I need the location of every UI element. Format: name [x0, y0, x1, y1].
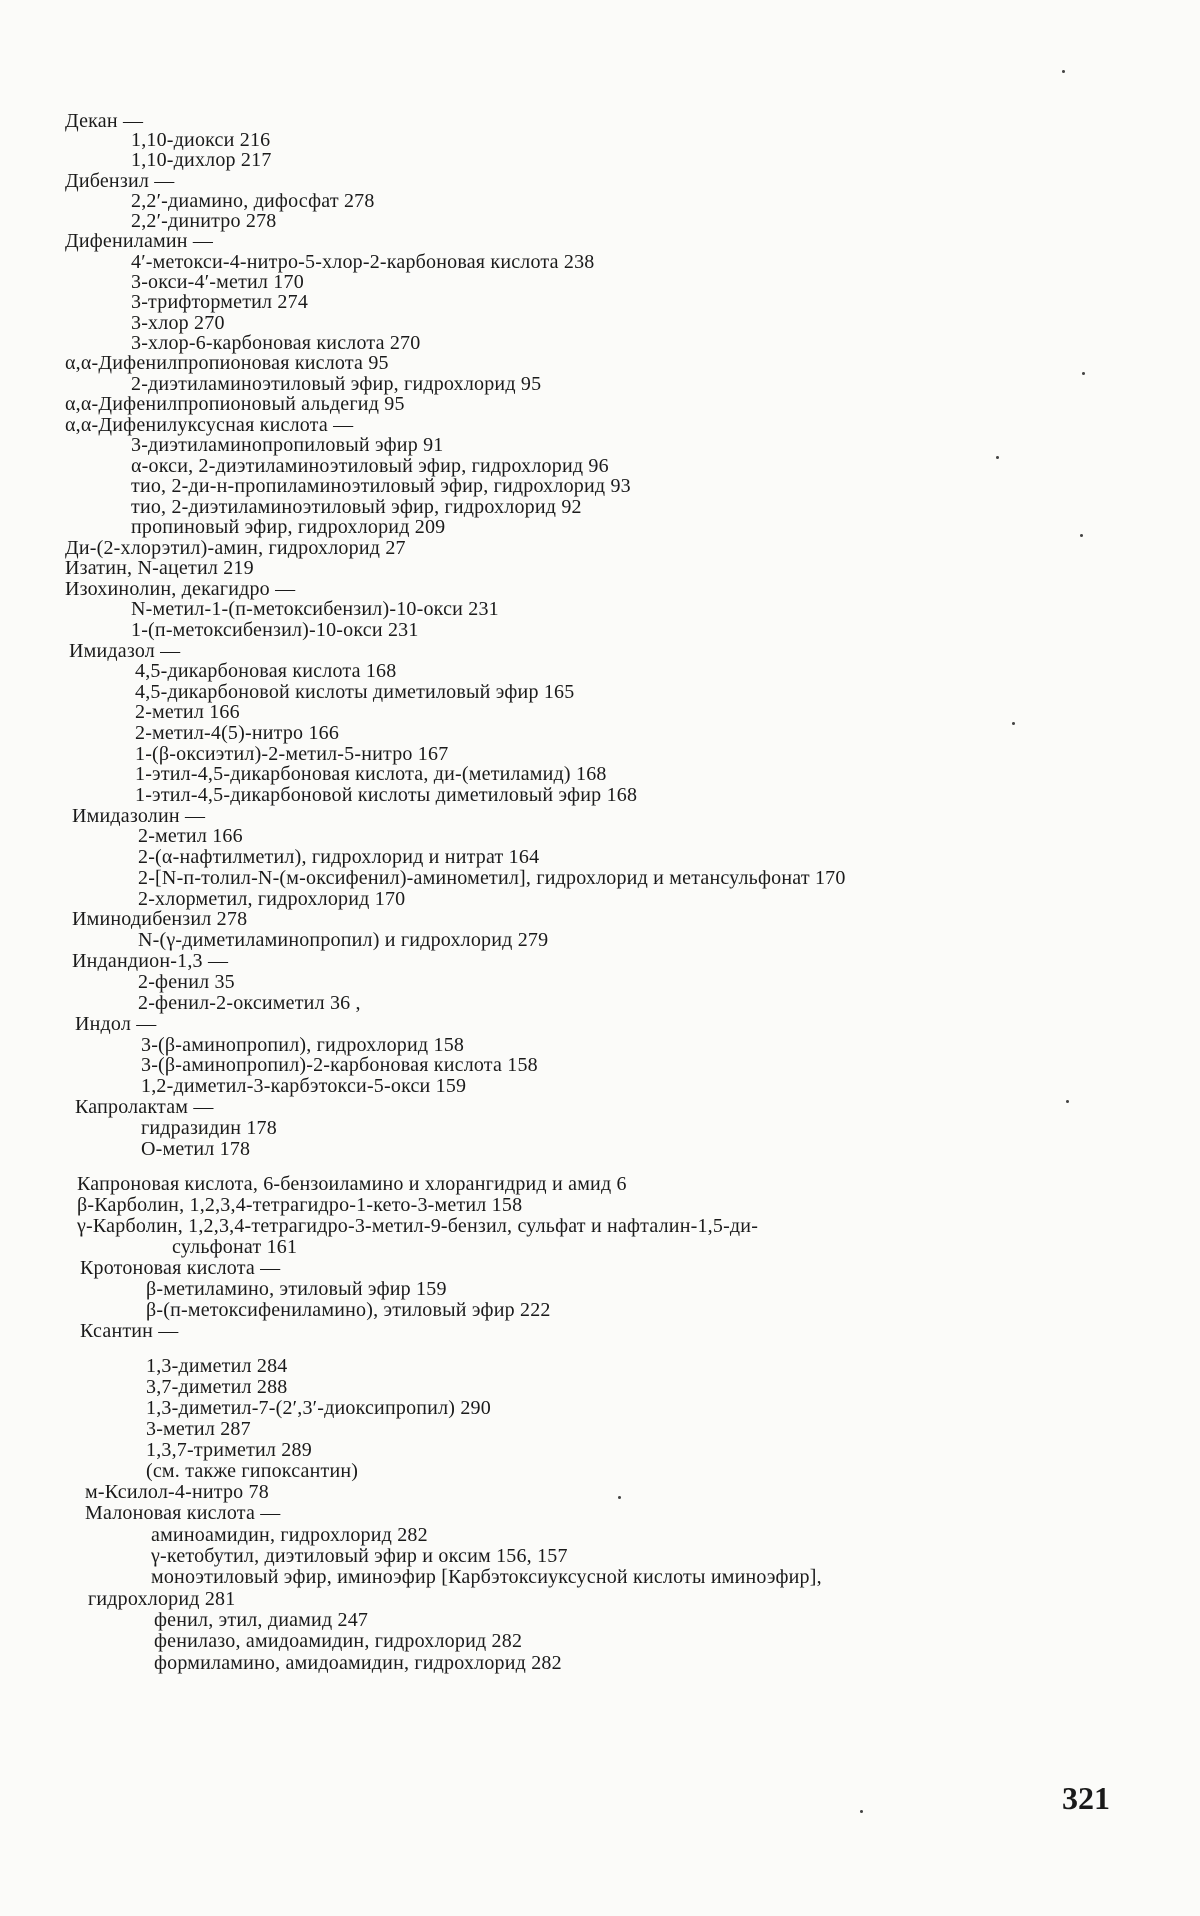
scan-speck	[1062, 70, 1065, 73]
index-subentry: 1-(β-оксиэтил)-2-метил-5-нитро 167	[135, 743, 449, 765]
scan-speck	[1082, 372, 1085, 375]
index-subentry: 4,5-дикарбоновой кислоты диметиловый эфир 165	[135, 681, 575, 703]
index-subentry: 1-этил-4,5-дикарбоновой кислоты диметиловый эфир 168	[135, 784, 638, 806]
index-heading: Индандион-1,3 —	[72, 950, 229, 972]
index-subentry: 2-метил-4(5)-нитро 166	[135, 722, 340, 744]
index-subentry: 1,3-диметил 284	[146, 1355, 288, 1377]
index-subentry: моноэтиловый эфир, иминоэфир [Карбэтоксиуксусной кислоты иминоэфир],	[151, 1566, 822, 1588]
index-subentry: О-метил 178	[141, 1138, 251, 1160]
index-subentry: 3-диэтиламинопропиловый эфир 91	[131, 434, 444, 456]
index-subentry: 2-метил 166	[138, 825, 243, 847]
page-number: 321	[1062, 1780, 1110, 1816]
index-subentry: 2-метил 166	[135, 701, 240, 723]
index-continuation: гидрохлорид 281	[88, 1588, 236, 1610]
index-subentry: 4′-метокси-4-нитро-5-хлор-2-карбоновая кислота 238	[131, 251, 595, 273]
index-subentry: аминоамидин, гидрохлорид 282	[151, 1524, 428, 1546]
index-heading: Изатин, N-ацетил 219	[65, 557, 254, 579]
index-heading: β-Карболин, 1,2,3,4-тетрагидро-1-кето-3-метил 158	[77, 1194, 523, 1216]
index-subentry: 3-(β-аминопропил), гидрохлорид 158	[141, 1034, 465, 1056]
scan-speck	[1066, 1100, 1069, 1103]
index-subentry: 2-хлорметил, гидрохлорид 170	[138, 888, 406, 910]
index-subentry: 3-(β-аминопропил)-2-карбоновая кислота 158	[141, 1054, 538, 1076]
index-heading: Малоновая кислота —	[85, 1502, 281, 1524]
index-heading: Дифениламин —	[65, 230, 214, 252]
index-subentry: фенилазо, амидоамидин, гидрохлорид 282	[154, 1630, 523, 1652]
scan-speck	[996, 456, 999, 459]
index-subentry: тио, 2-ди-н-пропиламиноэтиловый эфир, гидрохлорид 93	[131, 475, 631, 497]
scan-speck	[860, 1810, 863, 1813]
index-subentry: (см. также гипоксантин)	[146, 1460, 359, 1482]
index-subentry: 2-[N-п-толил-N-(м-оксифенил)-аминометил], гидрохлорид и метансульфонат 170	[138, 867, 846, 889]
index-subentry: 3-хлор 270	[131, 312, 225, 334]
index-subentry: гидразидин 178	[141, 1117, 277, 1139]
index-heading: Имидазолин —	[72, 805, 206, 827]
index-subentry: β-(п-метоксифениламино), этиловый эфир 222	[146, 1299, 551, 1321]
index-subentry: формиламино, амидоамидин, гидрохлорид 282	[154, 1652, 562, 1674]
index-subentry: β-метиламино, этиловый эфир 159	[146, 1278, 447, 1300]
index-heading: α,α-Дифенилпропионовый альдегид 95	[65, 393, 405, 415]
index-subentry: 1,3,7-триметил 289	[146, 1439, 312, 1461]
index-heading: Изохинолин, декагидро —	[65, 578, 296, 600]
index-subentry: 1,2-диметил-3-карбэтокси-5-окси 159	[141, 1075, 467, 1097]
index-subentry: фенил, этил, диамид 247	[154, 1609, 369, 1631]
index-subentry: 2-фенил-2-оксиметил 36 ,	[138, 992, 361, 1014]
index-heading: Декан —	[65, 110, 144, 132]
index-subentry: 2-диэтиламиноэтиловый эфир, гидрохлорид 95	[131, 373, 542, 395]
index-subentry: 1-(п-метоксибензил)-10-окси 231	[131, 619, 419, 641]
scan-speck	[1080, 534, 1083, 537]
index-continuation: сульфонат 161	[172, 1236, 298, 1258]
index-subentry: 1,10-диокси 216	[131, 129, 271, 151]
index-subentry: 4,5-дикарбоновая кислота 168	[135, 660, 397, 682]
index-subentry: 2-фенил 35	[138, 971, 235, 993]
index-heading: Капролактам —	[75, 1096, 214, 1118]
index-subentry: 3,7-диметил 288	[146, 1376, 288, 1398]
index-heading: Ксантин —	[80, 1320, 179, 1342]
scan-speck	[618, 1496, 621, 1499]
index-heading: м-Ксилол-4-нитро 78	[85, 1481, 269, 1503]
index-subentry: тио, 2-диэтиламиноэтиловый эфир, гидрохлорид 92	[131, 496, 582, 518]
index-subentry: 1,3-диметил-7-(2′,3′-диоксипропил) 290	[146, 1397, 491, 1419]
index-subentry: 3-метил 287	[146, 1418, 251, 1440]
index-subentry: 2-(α-нафтилметил), гидрохлорид и нитрат 164	[138, 846, 540, 868]
index-heading: α,α-Дифенилуксусная кислота —	[65, 414, 354, 436]
index-subentry: пропиновый эфир, гидрохлорид 209	[131, 516, 446, 538]
index-heading: Кротоновая кислота —	[80, 1257, 281, 1279]
index-subentry: N-(γ-диметиламинопропил) и гидрохлорид 279	[138, 929, 549, 951]
index-subentry: 1-этил-4,5-дикарбоновая кислота, ди-(метиламид) 168	[135, 763, 607, 785]
index-subentry: 3-окси-4′-метил 170	[131, 271, 304, 293]
index-heading: γ-Карболин, 1,2,3,4-тетрагидро-3-метил-9-бензил, сульфат и нафталин-1,5-ди-	[77, 1215, 759, 1237]
scan-speck	[1012, 722, 1015, 725]
index-subentry: 2,2′-диамино, дифосфат 278	[131, 190, 375, 212]
index-subentry: α-окси, 2-диэтиламиноэтиловый эфир, гидрохлорид 96	[131, 455, 609, 477]
index-subentry: N-метил-1-(п-метоксибензил)-10-окси 231	[131, 598, 499, 620]
index-subentry: γ-кетобутил, диэтиловый эфир и оксим 156, 157	[151, 1545, 568, 1567]
index-heading: Иминодибензил 278	[72, 908, 248, 930]
index-heading: Ди-(2-хлорэтил)-амин, гидрохлорид 27	[65, 537, 406, 559]
index-heading: Капроновая кислота, 6-бензоиламино и хлорангидрид и амид 6	[77, 1173, 627, 1195]
index-heading: α,α-Дифенилпропионовая кислота 95	[65, 352, 389, 374]
index-subentry: 2,2′-динитро 278	[131, 210, 277, 232]
index-subentry: 3-трифторметил 274	[131, 291, 309, 313]
index-heading: Имидазол —	[69, 640, 181, 662]
index-subentry: 3-хлор-6-карбоновая кислота 270	[131, 332, 421, 354]
index-heading: Индол —	[75, 1013, 157, 1035]
index-subentry: 1,10-дихлор 217	[131, 149, 272, 171]
index-heading: Дибензил —	[65, 170, 175, 192]
